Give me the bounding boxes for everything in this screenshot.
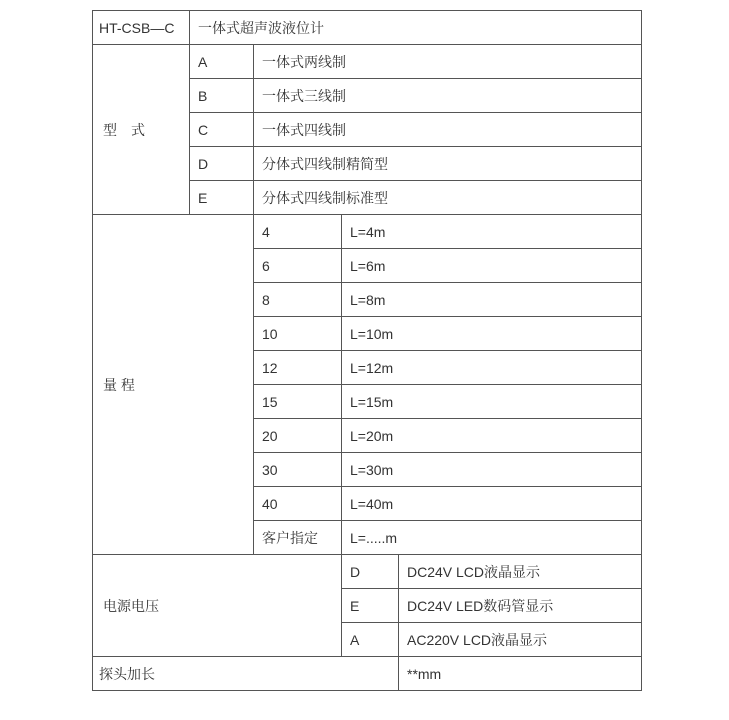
type-code: A — [190, 45, 254, 79]
power-code: E — [342, 589, 399, 623]
type-code: B — [190, 79, 254, 113]
probe-row — [93, 657, 642, 691]
range-code: 6 — [254, 249, 342, 283]
range-code: 4 — [254, 215, 342, 249]
range-code: 8 — [254, 283, 342, 317]
range-code: 12 — [254, 351, 342, 385]
type-code: E — [190, 181, 254, 215]
range-desc: L=30m — [342, 453, 642, 487]
header-row — [93, 11, 642, 45]
type-desc: 一体式两线制 — [254, 45, 642, 79]
type-desc: 分体式四线制精简型 — [254, 147, 642, 181]
model-number: HT-CSB—C — [93, 11, 190, 45]
probe-value: **mm — [399, 657, 642, 691]
power-row — [93, 555, 642, 589]
type-desc: 分体式四线制标准型 — [254, 181, 642, 215]
range-desc: L=6m — [342, 249, 642, 283]
type-label: 型 式 — [93, 45, 190, 215]
range-code: 30 — [254, 453, 342, 487]
range-desc: L=15m — [342, 385, 642, 419]
power-code: D — [342, 555, 399, 589]
power-code: A — [342, 623, 399, 657]
range-code: 客户指定 — [254, 521, 342, 555]
range-row — [93, 215, 642, 249]
power-label: 电源电压 — [93, 555, 342, 657]
probe-label: 探头加长 — [93, 657, 399, 691]
range-desc: L=8m — [342, 283, 642, 317]
range-code: 40 — [254, 487, 342, 521]
type-desc: 一体式三线制 — [254, 79, 642, 113]
spec-table — [92, 10, 642, 691]
range-label: 量 程 — [93, 215, 254, 555]
type-desc: 一体式四线制 — [254, 113, 642, 147]
type-code: C — [190, 113, 254, 147]
power-desc: DC24V LCD液晶显示 — [399, 555, 642, 589]
range-code: 10 — [254, 317, 342, 351]
range-desc: L=20m — [342, 419, 642, 453]
range-code: 15 — [254, 385, 342, 419]
power-desc: DC24V LED数码管显示 — [399, 589, 642, 623]
type-row — [93, 45, 642, 79]
range-desc: L=12m — [342, 351, 642, 385]
product-name: 一体式超声波液位计 — [190, 11, 642, 45]
range-desc: L=10m — [342, 317, 642, 351]
range-desc: L=40m — [342, 487, 642, 521]
power-desc: AC220V LCD液晶显示 — [399, 623, 642, 657]
type-code: D — [190, 147, 254, 181]
range-code: 20 — [254, 419, 342, 453]
range-desc: L=.....m — [342, 521, 642, 555]
model-selection-table — [92, 10, 641, 710]
range-desc: L=4m — [342, 215, 642, 249]
